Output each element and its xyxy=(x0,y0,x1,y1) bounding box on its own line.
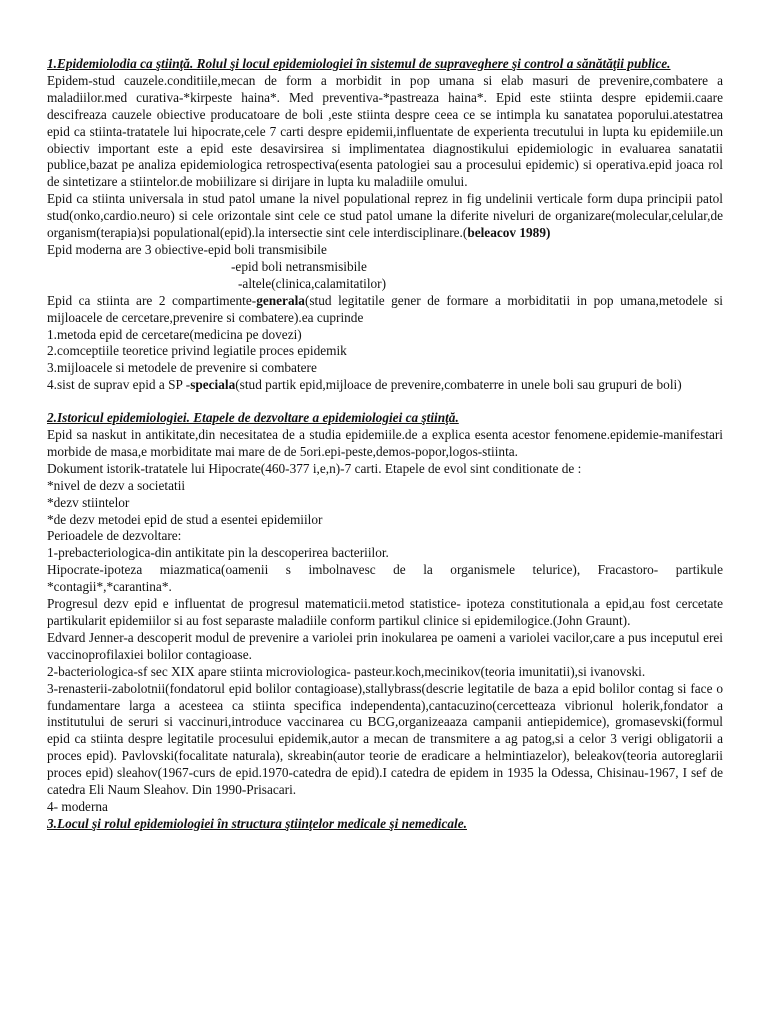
section-2-paragraph-1: Epid sa naskut in antikitate,din necesitatea de a studia epidemiile.de a explica esenta acestor fenomene.epidemie-manifestari morbide de masa,e morbiditate mai mare de de 5ori.epi-peste,demos-popor,logos-stiinta. xyxy=(47,427,723,459)
paragraph-3-bold: generala xyxy=(256,292,305,308)
paragraph-2-citation: beleacov 1989) xyxy=(467,225,551,241)
section-2-heading: 2.Istoricul epidemiologiei. Etapele de dezvoltare a epidemiologiei ca ştiinţă. xyxy=(47,410,459,426)
objectives-line-1: Epid moderna are 3 obiective-epid boli transmisibile xyxy=(47,241,327,257)
section-1-paragraph-1: Epidem-stud cauzele.conditiile,mecan de form a morbidit in pop umana si elab masuri de prevenire,combatere a maladiilor.med curativa-*kirpeste haina*. Med preventiva-*pastreaza haina*. Epid este stiinta despre epidemii.caare descifreaza cauzele obiective producatoare de boli ,este stiinta despre ceea ce se intimpla ku sanatatea poporului.atestatrea epid ca stiinta-tratatele lui hipocrate,cele 7 carti despre epidemii,influentate de experienta trecutului in lupta ku epidemiile.un obiectiv important este a epid este desavirsirea si implimentatea diagnostikului epidemiologic in evaluarea sanatatii publice,bazat pe analiza epidemiologica retrospectiva(esenta patologiei sau a procesului epidemic) si operativa.epid joaca rol de sintetizare a stiintelor.de mobiilizare si dirijare in lupta ku maladiile omului. xyxy=(47,72,723,190)
progress-paragraph: Progresul dezv epid e influentat de progresul matematicii.metod statistice- ipoteza constitutionala a epid,au fost cercetate partikularit epidemiilor si au fost separaste maladiile conform partikul clinice si epidemilogice.(John Graunt). xyxy=(47,596,723,628)
paragraph-2-text: Epid ca stiinta universala in stud patol umane la nivel populational reprez in fig undelinii verticale form dupa principii patol stud(onko,cardio.neuro) si cele orizontale sint cele ce stud patol umane la diferite niveluri de organizare(molecular,celular,de organism(terapia)si populational(epid).la intersectie sint cele interdisciplinare.( xyxy=(47,191,723,241)
period-3: 3-renasterii-zabolotnii(fondatorul epid bolilor contagioase),stallybrass(descrie legitatile de baza a epid bolilor contag si face o fundamentare larga a acesteea ca stiinta specifica independenta),cantacuzino(cercetteaza vibrionul holerik,fondator a institutului de seruri si vaccinuri,introduce vaccinarea cu BCG,organizeaaza campanii antiepidemice), gromasevski(formul epid ca stiinta despre legitatile procesului epidemik,autor a mecan de transmitere a ag patog,si a celor 3 verigi obligatorii a proces epid). Pavlovski(focalitate naturala), skreabin(autor teorie de eradicare a helmintiazelor), beleakov(teoria autoreglarii proces epid) sleahov(1967-curs de epid.1970-catedra de epid).I catedra de epidem in 1935 la Odessa, Chisinau-1967, I sef de catedra Eli Naum Sleahov. Din 1990-Prisacari. xyxy=(47,680,723,798)
bullet-3: *de dezv metodei epid de stud a esentei epidemiilor xyxy=(47,511,323,527)
paragraph-3-text-a: Epid ca stiinta are 2 compartimente- xyxy=(47,292,257,308)
objectives-line-3: -altele(clinica,calamitatilor) xyxy=(238,275,387,291)
bullet-1: *nivel de dezv a societatii xyxy=(47,477,186,493)
section-1-heading: 1.Epidemiolodia ca ştiinţă. Rolul şi locul epidemiologiei în sistemul de supraveghere şi control a sănătăţii publice. xyxy=(47,56,671,71)
period-1: 1-prebacteriologica-din antikitate pin la descoperirea bacteriilor. xyxy=(47,545,389,561)
list-item-1: 1.metoda epid de cercetare(medicina pe dovezi) xyxy=(47,326,302,342)
list-item-3: 3.mijloacele si metodele de prevenire si combatere xyxy=(47,360,317,376)
list-item-4-text-a: 4.sist de suprav epid a SP - xyxy=(47,377,191,393)
list-item-4 xyxy=(47,377,723,394)
jenner-paragraph: Edvard Jenner-a descoperit modul de prevenire a variolei prin inokularea pe oameni a variolei vacilor,care a pus inceputul erei vaccinoprofilaxiei bolilor contagioase. xyxy=(47,629,723,662)
section-1-paragraph-2 xyxy=(47,191,723,242)
section-2-paragraph-2: Dokument istorik-tratatele lui Hipocrate(460-377 i,e,n)-7 carti. Etapele de evol sint conditionate de : xyxy=(47,460,582,476)
section-1-paragraph-3 xyxy=(47,293,723,327)
section-gap xyxy=(47,394,723,410)
objectives-line-2: -epid boli netransmisibile xyxy=(231,258,367,274)
list-item-2: 2.comceptiile teoretice privind legiatile proces epidemik xyxy=(47,343,347,359)
list-item-4-text-b: (stud partik epid,mijloace de prevenire,combaterre in unele boli sau grupuri de boli) xyxy=(235,377,682,393)
bullet-2: *dezv stiintelor xyxy=(47,494,130,510)
section-3-heading: 3.Locul şi rolul epidemiologiei în structura ştiinţelor medicale şi nemedicale. xyxy=(47,815,467,831)
hipocrate-paragraph: Hipocrate-ipoteza miazmatica(oamenii s imbolnavesc de la organismele telurice), Fracastoro- partikule *contagii*,*carantina*. xyxy=(47,562,723,595)
paragraph-3-text-b: (stud legitatile gener de formare a morbiditatii in pop umana,metodele si mijloacele de cercetare,prevenire si combatere).ea cuprinde xyxy=(47,292,723,325)
periods-label: Perioadele de dezvoltare: xyxy=(47,528,182,544)
period-4: 4- moderna xyxy=(47,798,108,814)
list-item-4-bold: speciala xyxy=(190,377,236,393)
period-2: 2-bacteriologica-sf sec XIX apare stiinta microviologica- pasteur.koch,mecinikov(teoria imunitatii),si ivanovski. xyxy=(47,663,646,679)
